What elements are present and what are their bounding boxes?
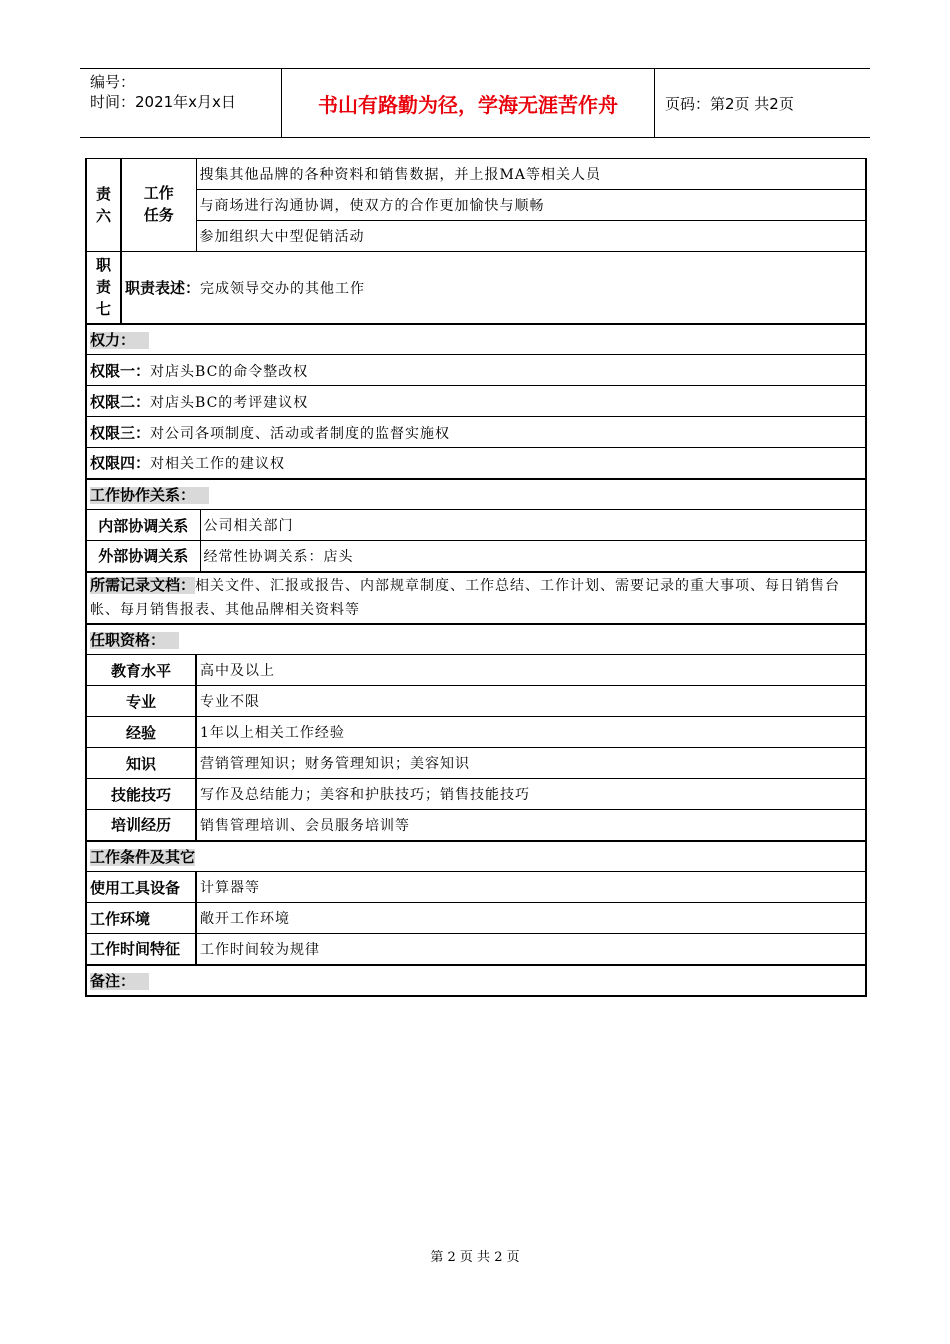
internal-relation-value: 公司相关部门 [200, 510, 866, 541]
authority-item-3: 权限三：对公司各项制度、活动或者制度的监督实施权 [86, 417, 866, 448]
records-cell [86, 572, 866, 624]
conditions-title: 工作条件及其它 [86, 841, 866, 872]
relations-title: 工作协作关系： [86, 479, 866, 510]
authority-title-row [86, 324, 866, 355]
condition-row-1 [86, 872, 866, 903]
records-label: 所需记录文档： [90, 576, 196, 594]
qualification-label-1: 教育水平 [86, 655, 196, 686]
qualification-value-1: 高中及以上 [196, 655, 866, 686]
condition-value-3: 工作时间较为规律 [196, 934, 866, 965]
condition-value-1: 计算器等 [196, 872, 866, 903]
qualification-label-3: 经验 [86, 717, 196, 748]
qualification-row-3 [86, 717, 866, 748]
remarks-row [86, 965, 866, 996]
authority-row-4 [86, 448, 866, 479]
qualification-label-5: 技能技巧 [86, 779, 196, 810]
authority-item-1: 权限一：对店头BC的命令整改权 [86, 355, 866, 386]
duty7-desc [121, 252, 866, 324]
qualification-row-4 [86, 748, 866, 779]
page-header [80, 68, 870, 138]
conditions-title-row [86, 841, 866, 872]
relations-internal-row [86, 510, 866, 541]
external-relation-value: 经常性协调关系：店头 [200, 541, 866, 572]
authority-item-2: 权限二：对店头BC的考评建议权 [86, 386, 866, 417]
duty6-sublabel: 工作任务 [121, 159, 196, 252]
authority-row-1 [86, 355, 866, 386]
page-footer: 第 2 页 共 2 页 [430, 1250, 520, 1265]
qualification-row-2 [86, 686, 866, 717]
number-label: 编号： [90, 73, 136, 91]
qualification-value-2: 专业不限 [196, 686, 866, 717]
qualifications-title: 任职资格： [86, 624, 866, 655]
authority-row-3 [86, 417, 866, 448]
relations-external-row [86, 541, 866, 572]
duty6-label: 责六 [86, 159, 121, 252]
duty6-task-3: 参加组织大中型促销活动 [196, 221, 866, 252]
qualification-row-1 [86, 655, 866, 686]
condition-label-1: 使用工具设备 [86, 872, 196, 903]
duty6-task-2: 与商场进行沟通协调，使双方的合作更加愉快与顺畅 [196, 190, 866, 221]
qualification-label-6: 培训经历 [86, 810, 196, 841]
job-description-table [85, 158, 867, 997]
records-text: 相关文件、汇报或报告、内部规章制度、工作总结、工作计划、需要记录的重大事项、每日销售台帐、每月销售报表、其他品牌相关资料等 [90, 577, 841, 618]
records-row [86, 572, 866, 624]
time-label: 时间：2021年x月x日 [90, 93, 236, 111]
relations-title-row [86, 479, 866, 510]
condition-row-3 [86, 934, 866, 965]
header-page-label: 页码：第2页 共2页 [665, 94, 794, 113]
condition-label-3: 工作时间特征 [86, 934, 196, 965]
duty6-row-3 [86, 221, 866, 252]
qualification-label-2: 专业 [86, 686, 196, 717]
duty7-desc-label: 职责表述： [125, 279, 201, 297]
qualification-value-6: 销售管理培训、会员服务培训等 [196, 810, 866, 841]
remarks-cell [86, 965, 866, 996]
duty6-row-2 [86, 190, 866, 221]
qualifications-title-row [86, 624, 866, 655]
condition-value-2: 敞开工作环境 [196, 903, 866, 934]
qualification-row-5 [86, 779, 866, 810]
authority-row-2 [86, 386, 866, 417]
authority-item-4: 权限四：对相关工作的建议权 [86, 448, 866, 479]
condition-row-2 [86, 903, 866, 934]
duty6-task-1: 搜集其他品牌的各种资料和销售数据，并上报MA等相关人员 [196, 159, 866, 190]
qualification-value-3: 1年以上相关工作经验 [196, 717, 866, 748]
remarks-label: 备注： [90, 973, 149, 990]
internal-relation-label: 内部协调关系 [86, 510, 200, 541]
duty7-label: 职责七 [86, 252, 121, 324]
authority-title: 权力： [86, 324, 866, 355]
duty6-row-1 [86, 159, 866, 190]
condition-label-2: 工作环境 [86, 903, 196, 934]
qualification-row-6 [86, 810, 866, 841]
qualification-label-4: 知识 [86, 748, 196, 779]
header-motto: 书山有路勤为径，学海无涯苦作舟 [282, 69, 655, 137]
qualification-value-4: 营销管理知识；财务管理知识；美容知识 [196, 748, 866, 779]
duty7-desc-text: 完成领导交办的其他工作 [200, 280, 366, 297]
duty7-row [86, 252, 866, 324]
external-relation-label: 外部协调关系 [86, 541, 200, 572]
header-meta [80, 69, 282, 137]
qualification-value-5: 写作及总结能力；美容和护肤技巧；销售技能技巧 [196, 779, 866, 810]
